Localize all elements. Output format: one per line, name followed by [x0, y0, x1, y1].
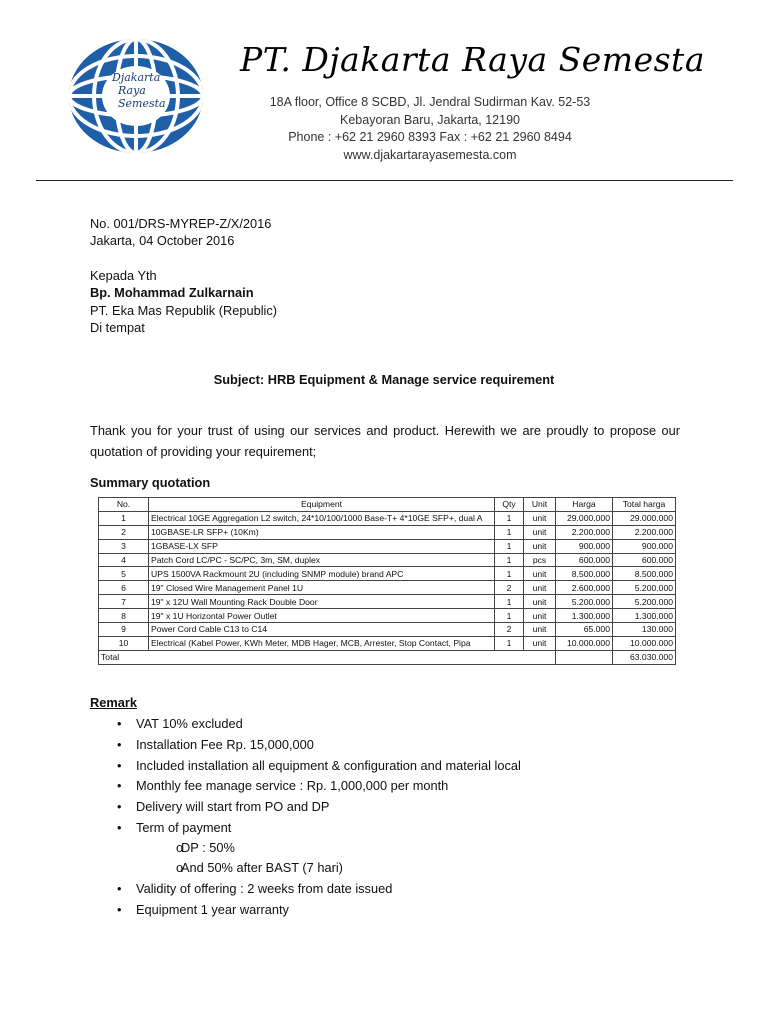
table-cell: unit — [524, 511, 556, 525]
table-cell: 5.200.000 — [613, 595, 676, 609]
table-cell: 600.000 — [556, 553, 613, 567]
table-row — [99, 553, 676, 567]
table-cell: 1 — [495, 511, 524, 525]
remark-title: Remark — [90, 695, 137, 710]
table-cell: 29.000.000 — [556, 511, 613, 525]
remark-item: Term of payment — [136, 820, 232, 835]
table-row — [99, 623, 676, 637]
quotation-table — [98, 497, 676, 665]
table-cell: unit — [524, 525, 556, 539]
remark-item: Equipment 1 year warranty — [136, 902, 289, 917]
column-header: Unit — [524, 498, 556, 512]
table-cell: Power Cord Cable C13 to C14 — [149, 623, 495, 637]
letter-date: Jakarta, 04 October 2016 — [90, 233, 235, 248]
table-cell: 1 — [495, 525, 524, 539]
header-divider — [36, 180, 733, 181]
table-cell: 2 — [99, 525, 149, 539]
table-cell: unit — [524, 623, 556, 637]
table-cell: 5.200.000 — [556, 595, 613, 609]
table-cell: 4 — [99, 553, 149, 567]
bullet-icon: • — [117, 820, 122, 835]
intro-paragraph: Thank you for your trust of using our services and product. Herewith we are proudly to propose our quotation of providing your requirement; — [90, 423, 680, 459]
table-cell: unit — [524, 581, 556, 595]
table-cell: 3 — [99, 539, 149, 553]
address-line: 18A floor, Office 8 SCBD, Jl. Jendral Sudirman Kav. 52-53 — [269, 95, 591, 109]
remark-item: Included installation all equipment & configuration and material local — [136, 758, 521, 773]
table-cell: 19" x 1U Horizontal Power Outlet — [149, 609, 495, 623]
table-cell: 600.000 — [613, 553, 676, 567]
table-cell: Electrical 10GE Aggregation L2 switch, 24*10/100/1000 Base-T+ 4*10GE SFP+, dual A — [149, 511, 495, 525]
table-cell: 10GBASE-LR SFP+ (10Km) — [149, 525, 495, 539]
total-label: Total — [99, 650, 556, 664]
table-cell: 65.000 — [556, 623, 613, 637]
column-header: Qty — [495, 498, 524, 512]
column-header: Equipment — [149, 498, 495, 512]
company-name: PT. Djakarta Raya Semesta — [240, 40, 705, 79]
table-cell: 1.300.000 — [613, 609, 676, 623]
table-cell: 1 — [495, 609, 524, 623]
table-cell: 2.200.000 — [613, 525, 676, 539]
total-spacer — [556, 650, 613, 664]
bullet-icon: • — [117, 881, 122, 896]
table-cell: 1 — [495, 553, 524, 567]
subject-line: Subject: HRB Equipment & Manage service requirement — [213, 372, 555, 387]
table-row — [99, 609, 676, 623]
column-header: No. — [99, 498, 149, 512]
table-cell: 1 — [99, 511, 149, 525]
table-cell: UPS 1500VA Rackmount 2U (including SNMP module) brand APC — [149, 567, 495, 581]
contact-line: Phone : +62 21 2960 8393 Fax : +62 21 2960 8494 — [288, 130, 572, 144]
table-cell: 10.000.000 — [613, 636, 676, 650]
table-cell: 1.300.000 — [556, 609, 613, 623]
recipient-name: Bp. Mohammad Zulkarnain — [90, 285, 254, 300]
table-cell: 29.000.000 — [613, 511, 676, 525]
logo-text-line: Semesta — [118, 97, 166, 110]
table-cell: 1 — [495, 567, 524, 581]
table-cell: 8.500.000 — [613, 567, 676, 581]
bullet-icon: • — [117, 758, 122, 773]
remark-item: VAT 10% excluded — [136, 716, 243, 731]
table-cell: 6 — [99, 581, 149, 595]
table-row — [99, 567, 676, 581]
remark-item: DP : 50% — [181, 840, 235, 855]
table-row — [99, 581, 676, 595]
remark-item: Delivery will start from PO and DP — [136, 799, 330, 814]
table-cell: unit — [524, 595, 556, 609]
table-cell: unit — [524, 539, 556, 553]
table-cell: 1 — [495, 595, 524, 609]
table-row — [99, 595, 676, 609]
table-cell: 8 — [99, 609, 149, 623]
remark-item: Installation Fee Rp. 15,000,000 — [136, 737, 314, 752]
table-cell: 2 — [495, 623, 524, 637]
logo-text-line: Djakarta — [112, 71, 161, 84]
company-logo — [68, 38, 204, 154]
remark-item: Monthly fee manage service : Rp. 1,000,000 per month — [136, 778, 449, 793]
circle-bullet-icon: o — [176, 840, 184, 855]
table-cell: Patch Cord LC/PC - SC/PC, 3m, SM, duplex — [149, 553, 495, 567]
table-row — [99, 511, 676, 525]
to-label: Kepada Yth — [90, 268, 157, 283]
total-row — [99, 650, 676, 664]
table-header-row — [99, 498, 676, 512]
table-cell: 2.200.000 — [556, 525, 613, 539]
table-row — [99, 525, 676, 539]
bullet-icon: • — [117, 799, 122, 814]
table-cell: 5 — [99, 567, 149, 581]
table-cell: 900.000 — [613, 539, 676, 553]
table-cell: 1 — [495, 636, 524, 650]
bullet-icon: • — [117, 778, 122, 793]
logo-text-line: Raya — [118, 84, 146, 97]
letter-number: No. 001/DRS-MYREP-Z/X/2016 — [90, 216, 272, 231]
summary-title: Summary quotation — [90, 475, 211, 490]
table-cell: 1GBASE-LX SFP — [149, 539, 495, 553]
bullet-icon: • — [117, 737, 122, 752]
table-cell: unit — [524, 636, 556, 650]
address-line: Kebayoran Baru, Jakarta, 12190 — [340, 113, 520, 127]
table-cell: 2.600.000 — [556, 581, 613, 595]
table-cell: 1 — [495, 539, 524, 553]
table-cell: Electrical (Kabel Power, KWh Meter, MDB Hager, MCB, Arrester, Stop Contact, Pipa — [149, 636, 495, 650]
table-cell: 9 — [99, 623, 149, 637]
website-line: www.djakartarayasemesta.com — [343, 148, 517, 162]
total-value: 63.030.000 — [613, 650, 676, 664]
table-row — [99, 636, 676, 650]
column-header: Total harga — [613, 498, 676, 512]
table-row — [99, 539, 676, 553]
table-cell: 19" x 12U Wall Mounting Rack Double Door — [149, 595, 495, 609]
table-cell: 19" Closed Wire Management Panel 1U — [149, 581, 495, 595]
table-cell: unit — [524, 609, 556, 623]
remark-item: And 50% after BAST (7 hari) — [181, 860, 343, 875]
remark-item: Validity of offering : 2 weeks from date issued — [136, 881, 393, 896]
column-header: Harga — [556, 498, 613, 512]
table-cell: 5.200.000 — [613, 581, 676, 595]
table-cell: unit — [524, 567, 556, 581]
recipient-location: Di tempat — [90, 320, 145, 335]
table-cell: 10 — [99, 636, 149, 650]
circle-bullet-icon: o — [176, 860, 184, 875]
table-cell: 900.000 — [556, 539, 613, 553]
table-cell: pcs — [524, 553, 556, 567]
table-cell: 10.000.000 — [556, 636, 613, 650]
table-cell: 130.000 — [613, 623, 676, 637]
bullet-icon: • — [117, 902, 122, 917]
recipient-company: PT. Eka Mas Republik (Republic) — [90, 303, 278, 318]
table-cell: 8.500.000 — [556, 567, 613, 581]
table-cell: 7 — [99, 595, 149, 609]
bullet-icon: • — [117, 716, 122, 731]
table-cell: 2 — [495, 581, 524, 595]
